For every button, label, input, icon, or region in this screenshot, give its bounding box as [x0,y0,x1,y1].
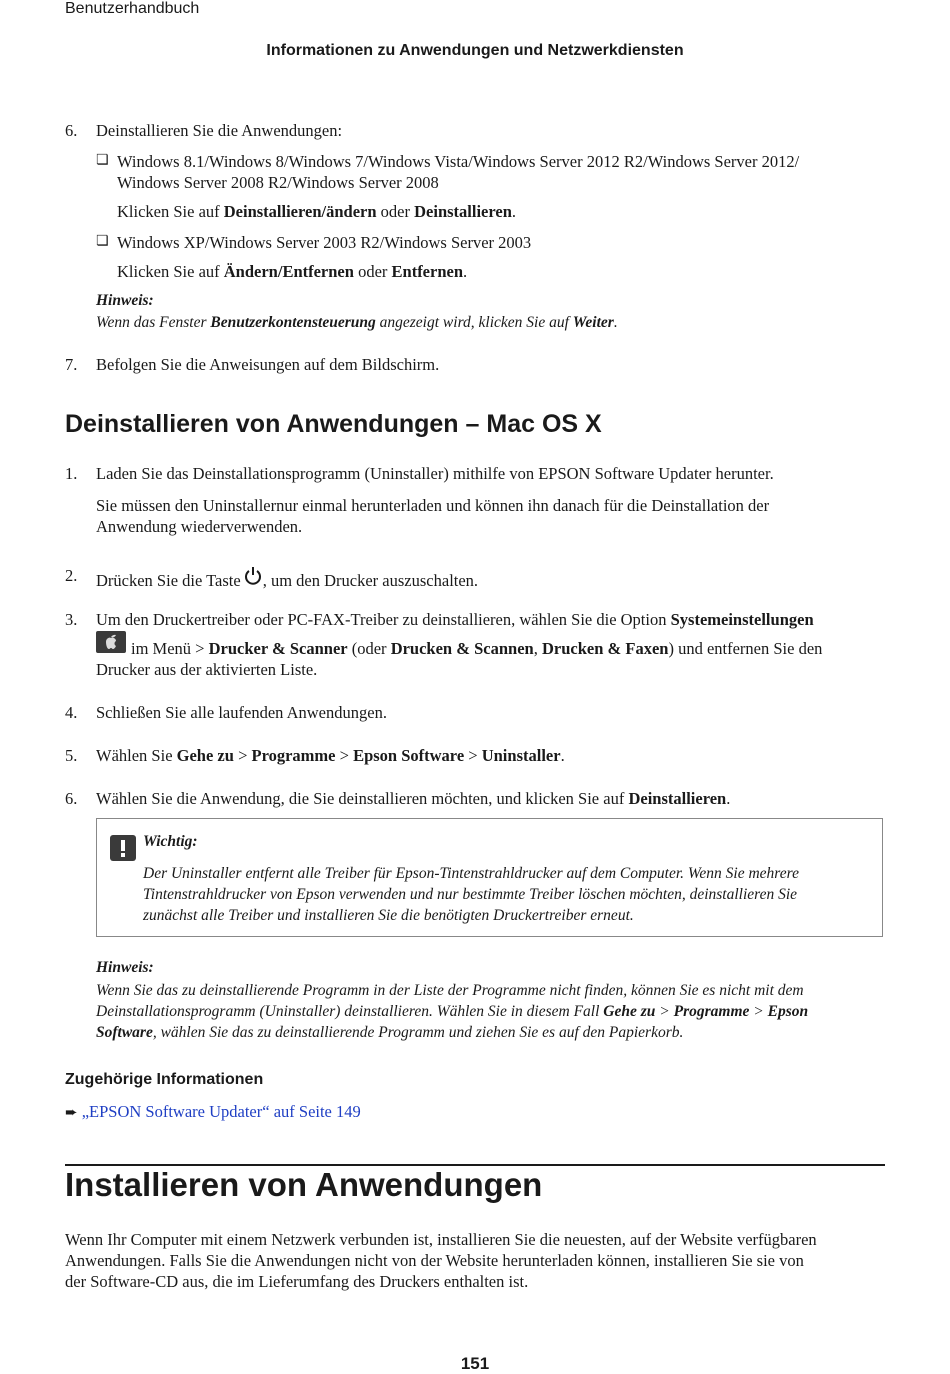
arrow-right-icon: ➨ [65,1103,78,1121]
step-number: 1. [65,464,78,483]
apple-menu-icon [96,631,126,653]
running-header-section: Informationen zu Anwendungen und Netzwerkdiensten [266,42,684,59]
step-text: Laden Sie das Deinstallationsprogramm (Uninstaller) mithilfe von EPSON Software Updater herunter. [96,464,774,483]
ui-term: Ändern/Entfernen [223,262,354,281]
bullet-line: Windows Server 2008 R2/Windows Server 2008 [117,173,439,192]
step-number: 6. [65,121,78,140]
section-heading-mac: Deinstallieren von Anwendungen – Mac OS X [65,410,602,438]
important-label: Wichtig: [143,833,198,850]
step-number: 7. [65,355,78,374]
running-header-title: Benutzerhandbuch [65,0,200,17]
related-info-heading: Zugehörige Informationen [65,1071,264,1088]
mac-step-3-line3: Drucker aus der aktivierten Liste. [96,660,318,679]
step-number: 3. [65,610,78,629]
step-text: Um den Druckertreiber oder PC-FAX-Treiber zu deinstallieren, wählen Sie die Option Systemeinstellungen [96,610,814,629]
step-number: 6. [65,789,78,808]
warning-icon [110,835,136,861]
bullet-click-instruction: Klicken Sie auf Ändern/Entfernen oder Entfernen. [117,262,468,281]
ui-term: Deinstallieren/ändern [223,202,377,221]
mac-step-1-detail: Sie müssen den Uninstallernur einmal herunterladen und können ihn danach für die Deinstallation der Anwendung wiederverwenden. [96,496,770,536]
ui-term: Entfernen [391,262,464,281]
important-text: Der Uninstaller entfernt alle Treiber für Epson-Tintenstrahldrucker auf dem Computer. Wenn Sie mehrere Tintenstrahldrucker von Epson verwenden und nur bestimmte Treiber löschen möchten, deinstallieren Sie zunächst alle Treiber und installieren Sie die benötigten Druckertreiber erneut. [143,865,799,924]
checkbox-bullet-icon: ❏ [96,152,109,168]
ui-term: Deinstallieren [414,202,512,221]
step-text: Befolgen Sie die Anweisungen auf dem Bildschirm. [96,355,440,374]
power-icon [243,565,263,587]
step-number: 4. [65,703,78,722]
step-text: Schließen Sie alle laufenden Anwendungen. [96,703,387,722]
step-text: Deinstallieren Sie die Anwendungen: [96,121,343,140]
bullet-click-instruction: Klicken Sie auf Deinstallieren/ändern oder Deinstallieren. [117,202,517,221]
step-text: Drücken Sie die Taste , um den Drucker auszuschalten. [96,565,478,591]
step-number: 5. [65,746,78,765]
bullet-windows-modern [117,151,887,193]
page-number: 151 [460,1354,490,1373]
section-heading-install: Installieren von Anwendungen [65,1166,543,1203]
step-text: Wählen Sie Gehe zu > Programme > Epson Software > Uninstaller. [96,746,565,765]
note-label: Hinweis: [96,292,154,309]
checkbox-bullet-icon: ❏ [96,233,109,249]
mac-step-3-line2: im Menü > Drucker & Scanner (oder Drucken & Scannen, Drucken & Faxen) und entfernen Sie den [131,639,823,658]
related-link-row [65,1101,361,1123]
step-number: 2. [65,566,78,585]
step-text: Wählen Sie die Anwendung, die Sie deinstallieren möchten, und klicken Sie auf Deinstallieren. [96,789,731,808]
note-text: Wenn Sie das zu deinstallierende Programm in der Liste der Programme nicht finden, können Sie es nicht mit dem Deinstallationsprogramm (Uninstaller) deinstallieren. Wählen Sie in diesem Fall Gehe zu > Programme > Epson Software, wählen Sie das zu deinstallierende Programm und ziehen Sie es auf den Papierkorb. [96,982,809,1041]
bullet-line: Windows 8.1/Windows 8/Windows 7/Windows Vista/Windows Server 2012 R2/Windows Server 2012/ [117,152,800,171]
note-text: Wenn das Fenster Benutzerkontensteuerung angezeigt wird, klicken Sie auf Weiter. [96,314,618,331]
bullet-windows-xp: Windows XP/Windows Server 2003 R2/Windows Server 2003 [117,233,532,252]
note-label: Hinweis: [96,959,154,976]
install-paragraph: Wenn Ihr Computer mit einem Netzwerk verbunden ist, installieren Sie die neuesten, auf der Website verfügbaren Anwendungen. Falls Sie die Anwendungen nicht von der Website herunterladen können, installieren Sie sie von der Software-CD aus, die im Lieferumfang des Druckers enthalten ist. [65,1230,817,1291]
related-link[interactable]: „EPSON Software Updater“ auf Seite 149 [81,1102,361,1121]
